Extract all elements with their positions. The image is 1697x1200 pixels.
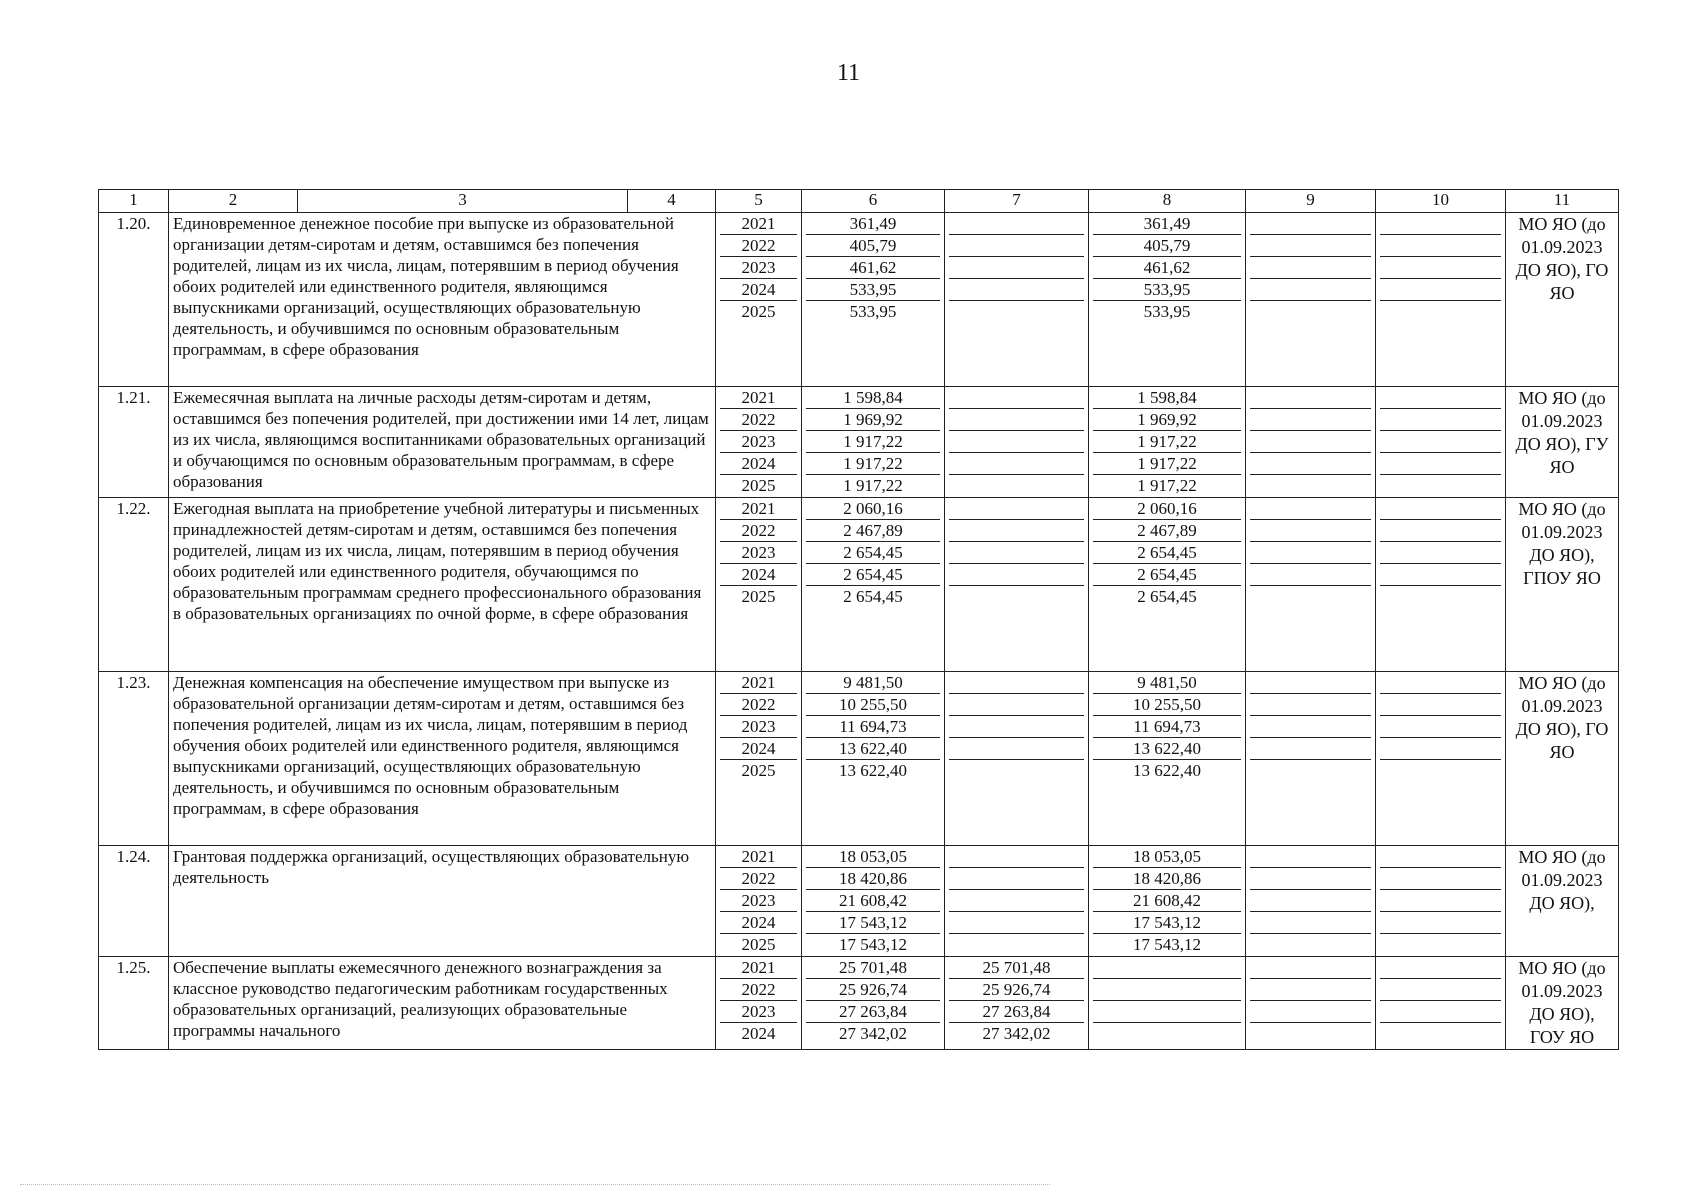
col10-cell-empty: [1380, 979, 1501, 1001]
col6-cell-value: 17 543,12: [806, 912, 940, 934]
row-number: 1.23.: [99, 672, 169, 846]
col9-cell-empty: [1250, 912, 1371, 934]
year-cell-value: 2024: [741, 1024, 776, 1043]
col10-cell-empty: [1380, 498, 1501, 520]
col8-cell-value: 17 543,12: [1133, 935, 1201, 954]
col7-cell-value: [949, 542, 1084, 564]
year-cell-value: 2021: [720, 957, 797, 979]
year-cell-value: 2021: [720, 846, 797, 868]
col8-cell-value: 13 622,40: [1133, 761, 1201, 780]
row-description: Денежная компенсация на обеспечение имуществом при выпуске из образовательной организации детям-сиротам и детям, оставшимся без попечения родителей, лицам из их числа, лицам, потерявшим в период обучения обоих родителей или единственного родителя, являющимся выпускниками организаций, осуществляющих образовательную деятельность, и обучившимся по основным образовательным программам, в сфере образования: [169, 672, 716, 846]
col10-cell-empty: [1380, 453, 1501, 475]
col10-cell-empty: [1380, 672, 1501, 694]
col6-cell-value: 2 060,16: [806, 498, 940, 520]
col7-cell-value: 27 342,02: [982, 1024, 1051, 1043]
col8-cell: [1089, 213, 1246, 387]
table-body: [99, 213, 1619, 1050]
col6-cell-value: 461,62: [806, 257, 940, 279]
year-cell-value: 2021: [720, 498, 797, 520]
col9-cell-empty: [1250, 409, 1371, 431]
col7-cell-value: [949, 257, 1084, 279]
responsible-agency: МО ЯО (до 01.09.2023 ДО ЯО), ГО ЯО: [1506, 213, 1619, 387]
col6-cell-value: 11 694,73: [806, 716, 940, 738]
year-cell-value: 2021: [720, 213, 797, 235]
col6-cell-value: 1 598,84: [806, 387, 940, 409]
col8-cell-value: 1 917,22: [1137, 476, 1197, 495]
col10-cell-empty: [1380, 890, 1501, 912]
col9-cell-empty: [1250, 498, 1371, 520]
year-cell-value: 2022: [720, 409, 797, 431]
col7-cell: [945, 387, 1089, 498]
col9-cell-empty: [1250, 564, 1371, 586]
col6-cell-value: 25 701,48: [806, 957, 940, 979]
year-cell-value: 2025: [741, 935, 776, 954]
header-col-9: 9: [1246, 190, 1376, 213]
col10-cell-empty: [1380, 694, 1501, 716]
col8-cell-value: 533,95: [1093, 279, 1241, 301]
col6-cell-value: 2 654,45: [843, 587, 903, 606]
col8-cell-value: [1093, 979, 1241, 1001]
col8-cell-value: 2 654,45: [1093, 542, 1241, 564]
col8-cell: [1089, 672, 1246, 846]
col9-cell-empty: [1250, 279, 1371, 301]
col7-cell-value: [949, 453, 1084, 475]
col9-cell-empty: [1250, 257, 1371, 279]
row-number: 1.21.: [99, 387, 169, 498]
col6-cell-value: 25 926,74: [806, 979, 940, 1001]
row-description: Ежегодная выплата на приобретение учебной литературы и письменных принадлежностей детям-сиротам и детям, оставшимся без попечения родителей, лицам из их числа, лицам, потерявшим в период обучения обоих родителей или единственного родителя, обучающимся по образовательным программам среднего профессионального образования в образовательных организациях по очной форме, в сфере образования: [169, 498, 716, 672]
col10-cell: [1376, 213, 1506, 387]
col9-cell-empty: [1250, 934, 1371, 956]
col6-cell: [802, 498, 945, 672]
col8-cell-value: 1 917,22: [1093, 431, 1241, 453]
col7-cell-value: [949, 760, 1084, 782]
col10-cell-empty: [1380, 846, 1501, 868]
year-cell: [716, 672, 802, 846]
col9-cell-empty: [1250, 475, 1371, 497]
row-number: 1.22.: [99, 498, 169, 672]
table-row: [99, 846, 1619, 957]
responsible-agency: МО ЯО (до 01.09.2023 ДО ЯО),: [1506, 846, 1619, 957]
col7-cell-value: [949, 409, 1084, 431]
col6-cell-value: 18 053,05: [806, 846, 940, 868]
header-col-4: 4: [628, 190, 716, 213]
header-col-3: 3: [298, 190, 628, 213]
col9-cell-empty: [1250, 301, 1371, 323]
header-col-1: 1: [99, 190, 169, 213]
col7-cell: [945, 672, 1089, 846]
col8-cell-value: 405,79: [1093, 235, 1241, 257]
row-description: Грантовая поддержка организаций, осуществляющих образовательную деятельность: [169, 846, 716, 957]
col9-cell-empty: [1250, 431, 1371, 453]
year-cell-value: 2025: [741, 302, 776, 321]
col7-cell: [945, 498, 1089, 672]
col9-cell-empty: [1250, 868, 1371, 890]
col10-cell-empty: [1380, 738, 1501, 760]
col9-cell-empty: [1250, 387, 1371, 409]
header-col-5: 5: [716, 190, 802, 213]
col9-cell-empty: [1250, 760, 1371, 782]
year-cell-value: 2024: [720, 279, 797, 301]
col7-cell-value: [949, 912, 1084, 934]
row-description: Обеспечение выплаты ежемесячного денежного вознаграждения за классное руководство педагогическим работникам государственных образовательных организаций, реализующих образовательные программы начального: [169, 957, 716, 1050]
col7-cell-value: [949, 475, 1084, 497]
col7-cell-value: [949, 738, 1084, 760]
col10-cell-empty: [1380, 387, 1501, 409]
col8-cell-value: 361,49: [1093, 213, 1241, 235]
year-cell-value: 2021: [720, 672, 797, 694]
scan-artifact-line: [20, 1184, 1050, 1185]
year-cell: [716, 957, 802, 1050]
col9-cell-empty: [1250, 235, 1371, 257]
year-cell-value: 2025: [741, 476, 776, 495]
col10-cell: [1376, 957, 1506, 1050]
col8-cell: [1089, 957, 1246, 1050]
col6-cell-value: 533,95: [849, 302, 897, 321]
col6-cell-value: 27 342,02: [839, 1024, 907, 1043]
col8-cell-value: 18 420,86: [1093, 868, 1241, 890]
col7-cell-value: [949, 301, 1084, 323]
year-cell-value: 2024: [720, 912, 797, 934]
col8-cell-value: 1 598,84: [1093, 387, 1241, 409]
col9-cell-empty: [1250, 846, 1371, 868]
col10-cell-empty: [1380, 868, 1501, 890]
col6-cell: [802, 957, 945, 1050]
header-col-10: 10: [1376, 190, 1506, 213]
col10-cell-empty: [1380, 279, 1501, 301]
col10-cell-empty: [1380, 301, 1501, 323]
col7-cell-value: [949, 213, 1084, 235]
year-cell: [716, 498, 802, 672]
col9-cell: [1246, 957, 1376, 1050]
col8-cell-value: [1093, 1001, 1241, 1023]
col10-cell: [1376, 846, 1506, 957]
year-cell-value: 2023: [720, 542, 797, 564]
col6-cell-value: 10 255,50: [806, 694, 940, 716]
table-row: [99, 213, 1619, 387]
col9-cell-empty: [1250, 957, 1371, 979]
col6-cell-value: 405,79: [806, 235, 940, 257]
header-col-6: 6: [802, 190, 945, 213]
col9-cell: [1246, 213, 1376, 387]
col9-cell-empty: [1250, 213, 1371, 235]
year-cell-value: 2025: [741, 761, 776, 780]
year-cell-value: 2022: [720, 694, 797, 716]
col10-cell-empty: [1380, 542, 1501, 564]
col8-cell-value: 2 654,45: [1137, 587, 1197, 606]
col7-cell-value: [949, 235, 1084, 257]
col10-cell: [1376, 498, 1506, 672]
col9-cell-empty: [1250, 1023, 1371, 1045]
responsible-agency: МО ЯО (до 01.09.2023 ДО ЯО), ГОУ ЯО: [1506, 957, 1619, 1050]
col10-cell-empty: [1380, 586, 1501, 608]
responsible-agency: МО ЯО (до 01.09.2023 ДО ЯО), ГУ ЯО: [1506, 387, 1619, 498]
col9-cell-empty: [1250, 586, 1371, 608]
col7-cell-value: [949, 387, 1084, 409]
col6-cell-value: 13 622,40: [806, 738, 940, 760]
col8-cell-value: 11 694,73: [1093, 716, 1241, 738]
col8-cell-value: 2 654,45: [1093, 564, 1241, 586]
col10-cell-empty: [1380, 912, 1501, 934]
col6-cell-value: 361,49: [806, 213, 940, 235]
table-row: [99, 387, 1619, 498]
col8-cell-value: 21 608,42: [1093, 890, 1241, 912]
col8-cell: [1089, 387, 1246, 498]
col6-cell-value: 27 263,84: [806, 1001, 940, 1023]
col7-cell-value: [949, 868, 1084, 890]
row-number: 1.20.: [99, 213, 169, 387]
table-row: [99, 672, 1619, 846]
row-number: 1.24.: [99, 846, 169, 957]
col9-cell-empty: [1250, 453, 1371, 475]
col9-cell-empty: [1250, 542, 1371, 564]
col10-cell-empty: [1380, 431, 1501, 453]
header-col-8: 8: [1089, 190, 1246, 213]
col8-cell-value: 9 481,50: [1093, 672, 1241, 694]
col7-cell: [945, 213, 1089, 387]
col9-cell-empty: [1250, 520, 1371, 542]
table-row: [99, 957, 1619, 1050]
year-cell-value: 2023: [720, 890, 797, 912]
page-number: 11: [836, 60, 861, 86]
row-description: Ежемесячная выплата на личные расходы детям-сиротам и детям, оставшимся без попечения родителей, при достижении ими 14 лет, лицам из их числа, являющимся воспитанниками образовательных организаций и обучающимся по основным образовательным программам, в сфере образования: [169, 387, 716, 498]
col10-cell-empty: [1380, 235, 1501, 257]
year-cell-value: 2022: [720, 868, 797, 890]
col7-cell-value: [949, 672, 1084, 694]
col6-cell: [802, 213, 945, 387]
col9-cell: [1246, 387, 1376, 498]
col6-cell-value: 1 969,92: [806, 409, 940, 431]
col9-cell-empty: [1250, 694, 1371, 716]
col7-cell-value: 25 701,48: [949, 957, 1084, 979]
table-header-row: [99, 190, 1619, 213]
col10-cell-empty: [1380, 564, 1501, 586]
year-cell-value: 2024: [720, 738, 797, 760]
col10-cell-empty: [1380, 409, 1501, 431]
col8-cell-value: [1093, 1023, 1241, 1045]
col10-cell-empty: [1380, 934, 1501, 956]
col8-cell-value: 461,62: [1093, 257, 1241, 279]
row-number: 1.25.: [99, 957, 169, 1050]
col7-cell-value: [949, 431, 1084, 453]
col7-cell-value: 25 926,74: [949, 979, 1084, 1001]
col7-cell-value: [949, 279, 1084, 301]
col6-cell: [802, 846, 945, 957]
col8-cell-value: 533,95: [1143, 302, 1191, 321]
col9-cell-empty: [1250, 890, 1371, 912]
col10-cell-empty: [1380, 1023, 1501, 1045]
header-col-7: 7: [945, 190, 1089, 213]
col7-cell-value: [949, 498, 1084, 520]
col8-cell-value: 2 060,16: [1093, 498, 1241, 520]
col10-cell-empty: [1380, 716, 1501, 738]
col8-cell: [1089, 498, 1246, 672]
col8-cell-value: 10 255,50: [1093, 694, 1241, 716]
col7-cell-value: [949, 846, 1084, 868]
col7-cell: [945, 957, 1089, 1050]
col6-cell-value: 9 481,50: [806, 672, 940, 694]
col6-cell-value: 533,95: [806, 279, 940, 301]
col7-cell-value: [949, 934, 1084, 956]
col8-cell-value: 17 543,12: [1093, 912, 1241, 934]
year-cell: [716, 846, 802, 957]
col9-cell: [1246, 672, 1376, 846]
header-col-11: 11: [1506, 190, 1619, 213]
col6-cell-value: 2 467,89: [806, 520, 940, 542]
year-cell-value: 2022: [720, 520, 797, 542]
year-cell-value: 2023: [720, 431, 797, 453]
col8-cell-value: 1 917,22: [1093, 453, 1241, 475]
col6-cell-value: 2 654,45: [806, 542, 940, 564]
col9-cell-empty: [1250, 716, 1371, 738]
col10-cell: [1376, 672, 1506, 846]
col8-cell: [1089, 846, 1246, 957]
budget-table: [98, 189, 1619, 1050]
year-cell: [716, 387, 802, 498]
year-cell-value: 2025: [741, 587, 776, 606]
year-cell-value: 2021: [720, 387, 797, 409]
col9-cell: [1246, 498, 1376, 672]
col6-cell-value: 21 608,42: [806, 890, 940, 912]
col6-cell-value: 18 420,86: [806, 868, 940, 890]
col7-cell-value: [949, 716, 1084, 738]
row-description: Единовременное денежное пособие при выпуске из образовательной организации детям-сиротам и детям, оставшимся без попечения родителей, лицам из их числа, лицам, потерявшим в период обучения обоих родителей или единственного родителя, являющимся выпускниками организаций, осуществляющих образовательную деятельность, и обучившимся по основным образовательным программам, в сфере образования: [169, 213, 716, 387]
year-cell-value: 2022: [720, 979, 797, 1001]
col10-cell-empty: [1380, 475, 1501, 497]
year-cell-value: 2022: [720, 235, 797, 257]
year-cell: [716, 213, 802, 387]
responsible-agency: МО ЯО (до 01.09.2023 ДО ЯО), ГПОУ ЯО: [1506, 498, 1619, 672]
col6-cell-value: 1 917,22: [806, 453, 940, 475]
col9-cell: [1246, 846, 1376, 957]
col10-cell-empty: [1380, 213, 1501, 235]
col9-cell-empty: [1250, 979, 1371, 1001]
col10-cell: [1376, 387, 1506, 498]
col7-cell-value: [949, 890, 1084, 912]
col7-cell-value: [949, 520, 1084, 542]
col8-cell-value: [1093, 957, 1241, 979]
col6-cell: [802, 387, 945, 498]
col10-cell-empty: [1380, 1001, 1501, 1023]
col10-cell-empty: [1380, 760, 1501, 782]
col9-cell-empty: [1250, 738, 1371, 760]
col10-cell-empty: [1380, 520, 1501, 542]
col6-cell-value: 17 543,12: [839, 935, 907, 954]
col8-cell-value: 1 969,92: [1093, 409, 1241, 431]
year-cell-value: 2023: [720, 257, 797, 279]
col8-cell-value: 18 053,05: [1093, 846, 1241, 868]
col10-cell-empty: [1380, 957, 1501, 979]
col6-cell: [802, 672, 945, 846]
col7-cell-value: [949, 564, 1084, 586]
year-cell-value: 2024: [720, 564, 797, 586]
col10-cell-empty: [1380, 257, 1501, 279]
col6-cell-value: 2 654,45: [806, 564, 940, 586]
col7-cell-value: 27 263,84: [949, 1001, 1084, 1023]
table-row: [99, 498, 1619, 672]
col9-cell-empty: [1250, 1001, 1371, 1023]
col8-cell-value: 13 622,40: [1093, 738, 1241, 760]
responsible-agency: МО ЯО (до 01.09.2023 ДО ЯО), ГО ЯО: [1506, 672, 1619, 846]
year-cell-value: 2024: [720, 453, 797, 475]
col7-cell: [945, 846, 1089, 957]
year-cell-value: 2023: [720, 1001, 797, 1023]
year-cell-value: 2023: [720, 716, 797, 738]
col6-cell-value: 13 622,40: [839, 761, 907, 780]
col7-cell-value: [949, 694, 1084, 716]
col7-cell-value: [949, 586, 1084, 608]
col9-cell-empty: [1250, 672, 1371, 694]
col6-cell-value: 1 917,22: [806, 431, 940, 453]
header-col-2: 2: [169, 190, 298, 213]
col6-cell-value: 1 917,22: [843, 476, 903, 495]
col8-cell-value: 2 467,89: [1093, 520, 1241, 542]
